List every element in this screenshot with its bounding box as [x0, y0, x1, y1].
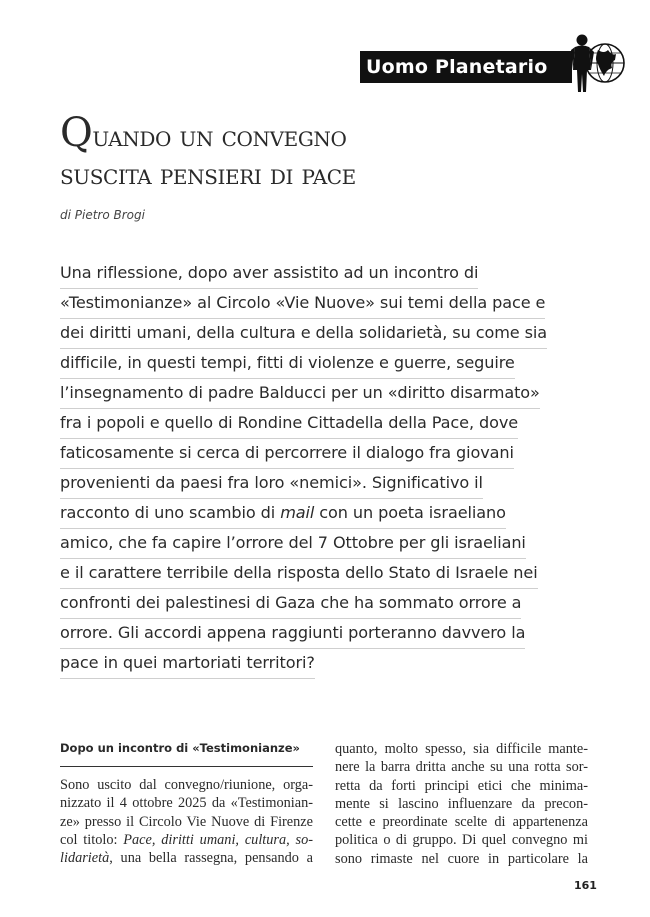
body-line: sono rimaste nel cuore in particolare la [335, 850, 588, 867]
body-line: politica o di gruppo. Di quel convegno mi [335, 832, 588, 849]
body-line: nizzato il 4 ottobre 2025 da «Testimonian- [60, 795, 313, 812]
author-byline: di Pietro Brogi [60, 208, 145, 222]
abstract-line [60, 498, 506, 529]
abstract-line: fra i popoli e quello di Rondine Cittadella della Pace, dove [60, 408, 518, 439]
man-with-globe-icon [568, 30, 626, 102]
abstract-line: confronti dei palestinesi di Gaza che ha sommato orrore a [60, 588, 521, 619]
abstract-line: orrore. Gli accordi appena raggiunti porteranno davvero la [60, 618, 525, 649]
body-line: cette e preordinate scelte di appartenenza [335, 814, 588, 831]
title-line-2: suscita pensieri di pace [60, 158, 356, 191]
body-line: ze» presso il Circolo Vie Nuove di Firenze [60, 813, 313, 830]
body-line: retta da forti principi etici che minima- [335, 777, 588, 794]
abstract-line: pace in quei martoriati territori? [60, 648, 315, 679]
body-text: col titolo: [60, 831, 124, 848]
body-line: mente si lascino influenzare da precon- [335, 795, 588, 812]
body-line [60, 849, 313, 867]
abstract-text: racconto di uno scambio di [60, 503, 281, 522]
title-line-1: Quando un convegno [60, 110, 347, 156]
body-emphasis: Pace, diritti umani, cultura, so- [123, 831, 313, 848]
body-text: , una bella rassegna, pensando a [109, 850, 313, 867]
page-number: 161 [574, 879, 597, 892]
abstract-line: provenienti da paesi fra loro «nemici». Significativo il [60, 468, 483, 499]
body-line: nere la barra dritta anche su una rotta sor- [335, 759, 588, 776]
abstract-line: dei diritti umani, della cultura e della solidarietà, su come sia [60, 318, 547, 349]
body-column-left [60, 740, 313, 867]
section-rubric [360, 51, 572, 83]
abstract-line: e il carattere terribile della risposta dello Stato di Israele nei [60, 558, 538, 589]
body-column-right [335, 740, 588, 868]
abstract-text: con un poeta israeliano [314, 503, 506, 522]
abstract-line: Una riflessione, dopo aver assistito ad un incontro di [60, 258, 478, 289]
body-line [60, 831, 313, 849]
body-line: Sono uscito dal convegno/riunione, orga- [60, 777, 313, 793]
abstract-emphasis: mail [280, 503, 315, 522]
abstract-line: difficile, in questi tempi, fitti di violenze e guerre, seguire [60, 348, 515, 379]
section-heading: Dopo un incontro di «Testimonianze» [60, 740, 313, 767]
body-emphasis: lidarietà [60, 850, 110, 867]
rubric-label: Uomo Planetario [366, 56, 548, 78]
abstract-line: «Testimonianze» al Circolo «Vie Nuove» sui temi della pace e [60, 288, 545, 319]
abstract [60, 258, 580, 678]
article-title [60, 110, 600, 194]
body-line: quanto, molto spesso, sia difficile mante- [335, 741, 588, 757]
abstract-line: amico, che fa capire l’orrore del 7 Ottobre per gli israeliani [60, 528, 526, 559]
abstract-line: l’insegnamento di padre Balducci per un «diritto disarmato» [60, 378, 540, 409]
abstract-line: faticosamente si cerca di percorrere il dialogo fra giovani [60, 438, 514, 469]
